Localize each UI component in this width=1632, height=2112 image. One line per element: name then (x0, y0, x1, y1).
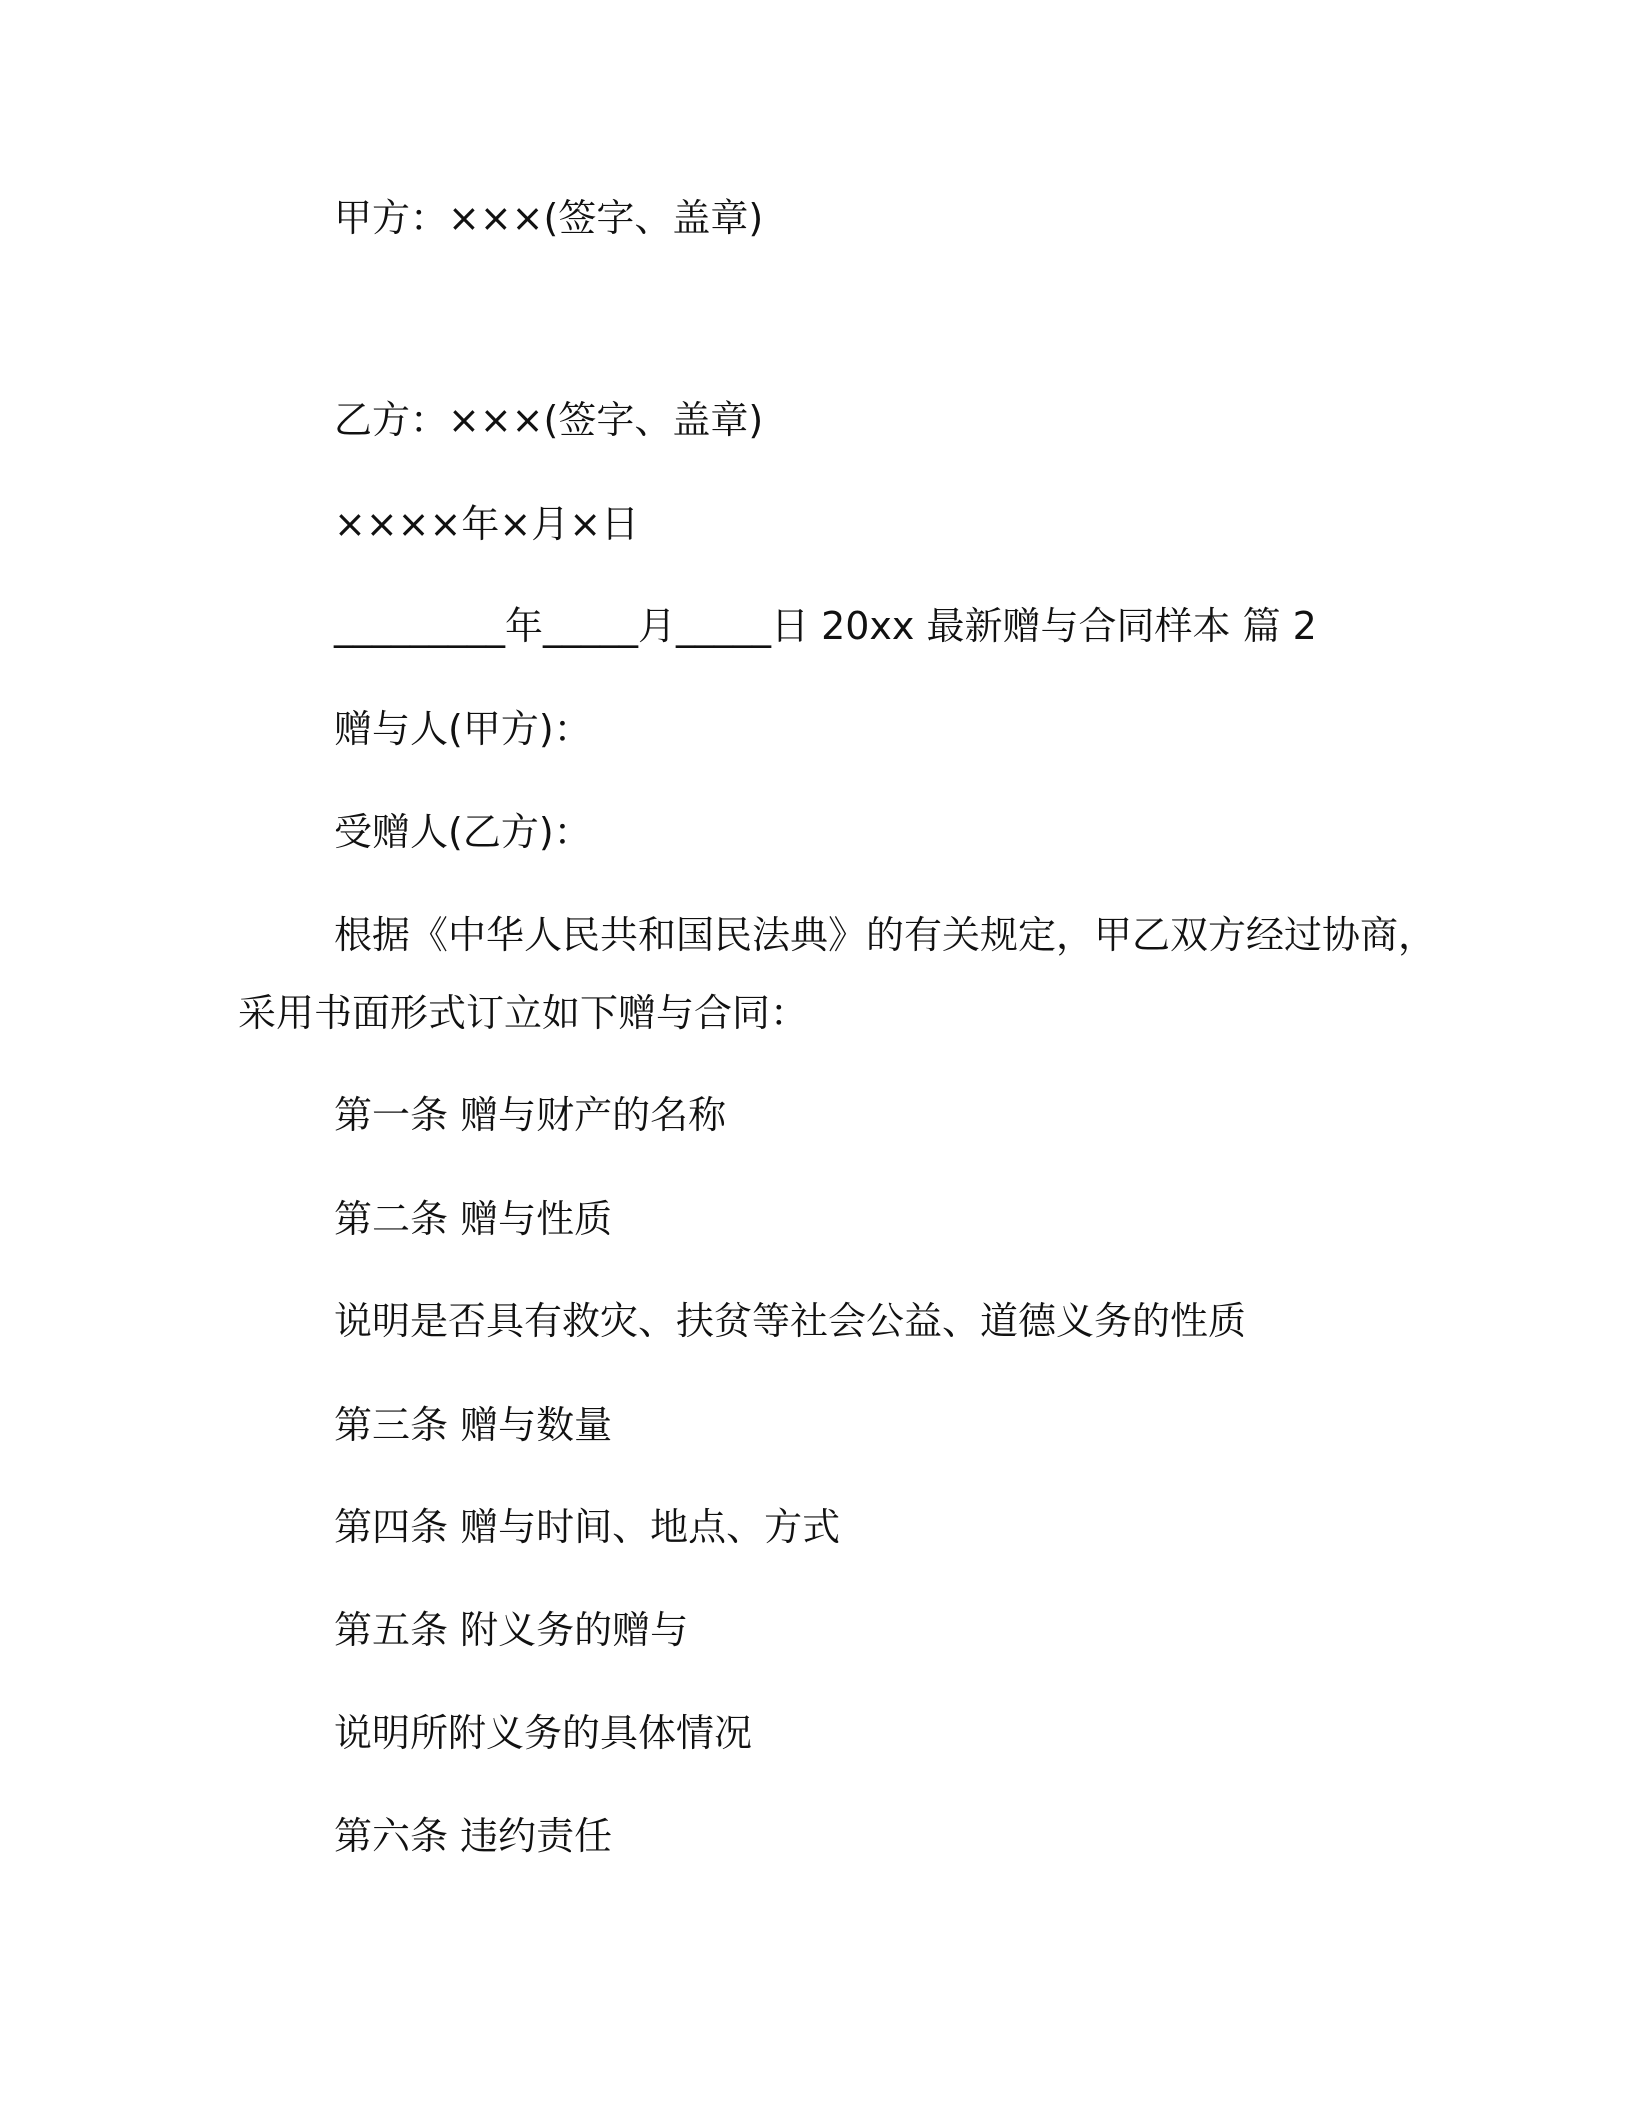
signing-date-line: ××××年×月×日 (334, 502, 640, 546)
preamble-line-1: 根据《中华人民共和国民法典》的有关规定，甲乙双方经过协商， (334, 913, 1437, 957)
party-a-signature-line: 甲方：×××(签字、盖章) (334, 196, 764, 240)
article-2-heading: 第二条 赠与性质 (334, 1197, 613, 1241)
donee-line: 受赠人(乙方)： (334, 810, 592, 854)
party-b-signature-line: 乙方：×××(签字、盖章) (334, 398, 764, 442)
article-2-note: 说明是否具有救灾、扶贫等社会公益、道德义务的性质 (334, 1299, 1247, 1343)
article-3-heading: 第三条 赠与数量 (334, 1403, 613, 1447)
article-4-heading: 第四条 赠与时间、地点、方式 (334, 1505, 841, 1549)
article-1-heading: 第一条 赠与财产的名称 (334, 1093, 727, 1137)
preamble-line-2: 采用书面形式订立如下赠与合同： (238, 991, 809, 1035)
article-5-note: 说明所附义务的具体情况 (334, 1711, 753, 1755)
donor-line: 赠与人(甲方)： (334, 707, 592, 751)
article-6-heading: 第六条 违约责任 (334, 1814, 613, 1858)
section-heading-line: _________年_____月_____日 20xx 最新赠与合同样本 篇 2 (334, 604, 1317, 648)
article-5-heading: 第五条 附义务的赠与 (334, 1608, 689, 1652)
